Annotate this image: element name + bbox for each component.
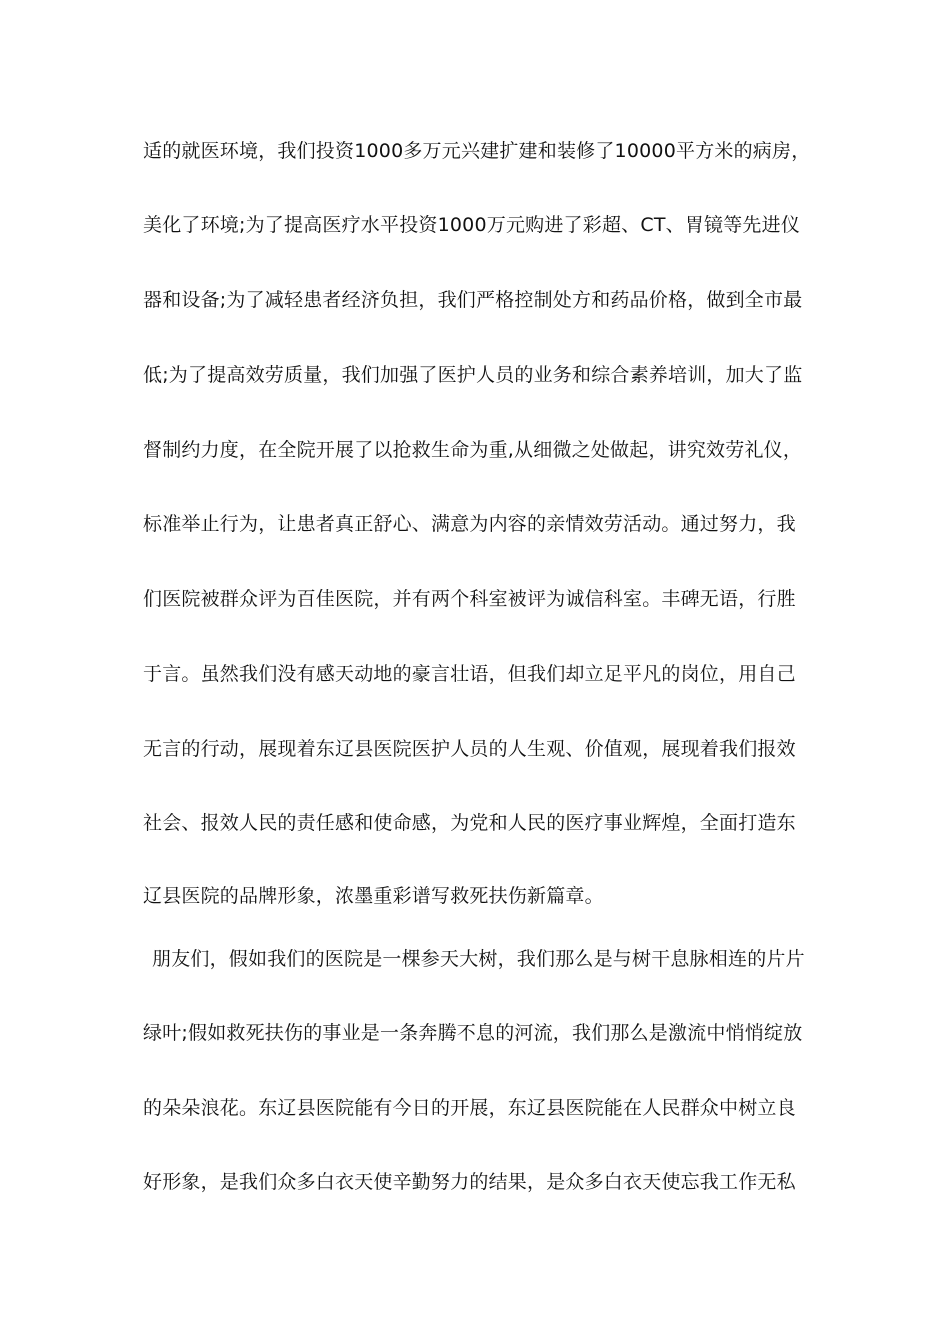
text-line-10: 社会、报效人民的责任感和使命感，为党和人民的医疗事业辉煌，全面打造东 (143, 812, 796, 834)
text-line-1: 适的就医环境，我们投资1000多万元兴建扩建和装修了10000平方米的病房， (143, 140, 811, 162)
paragraph-2-line-4: 好形象，是我们众多白衣天使辛勤努力的结果，是众多白衣天使忘我工作无私 (143, 1171, 796, 1193)
text-line-9: 无言的行动，展现着东辽县医院医护人员的人生观、价值观，展现着我们报效 (143, 738, 796, 760)
text-line-11: 辽县医院的品牌形象，浓墨重彩谱写救死扶伤新篇章。 (143, 885, 604, 907)
paragraph-2-line-3: 的朵朵浪花。东辽县医院能有今日的开展，东辽县医院能在人民群众中树立良 (143, 1097, 796, 1119)
text-line-7: 们医院被群众评为百佳医院，并有两个科室被评为诚信科室。丰碑无语，行胜 (143, 588, 796, 610)
text-line-8: 于言。虽然我们没有感天动地的豪言壮语，但我们却立足平凡的岗位，用自己 (143, 663, 796, 685)
paragraph-2-line-2: 绿叶;假如救死扶伤的事业是一条奔腾不息的河流，我们那么是激流中悄悄绽放 (143, 1022, 803, 1044)
text-line-4: 低;为了提高效劳质量，我们加强了医护人员的业务和综合素养培训，加大了监 (143, 364, 803, 386)
paragraph-2-line-1: 朋友们，假如我们的医院是一棵参天大树，我们那么是与树干息脉相连的片片 (152, 948, 805, 970)
text-line-2: 美化了环境;为了提高医疗水平投资1000万元购进了彩超、CT、胃镜等先进仪 (143, 214, 801, 236)
text-line-5: 督制约力度，在全院开展了以抢救生命为重,从细微之处做起，讲究效劳礼仪， (143, 439, 803, 461)
text-line-6: 标准举止行为，让患者真正舒心、满意为内容的亲情效劳活动。通过努力，我 (143, 513, 796, 535)
text-line-3: 器和设备;为了减轻患者经济负担，我们严格控制处方和药品价格，做到全市最 (143, 289, 803, 311)
